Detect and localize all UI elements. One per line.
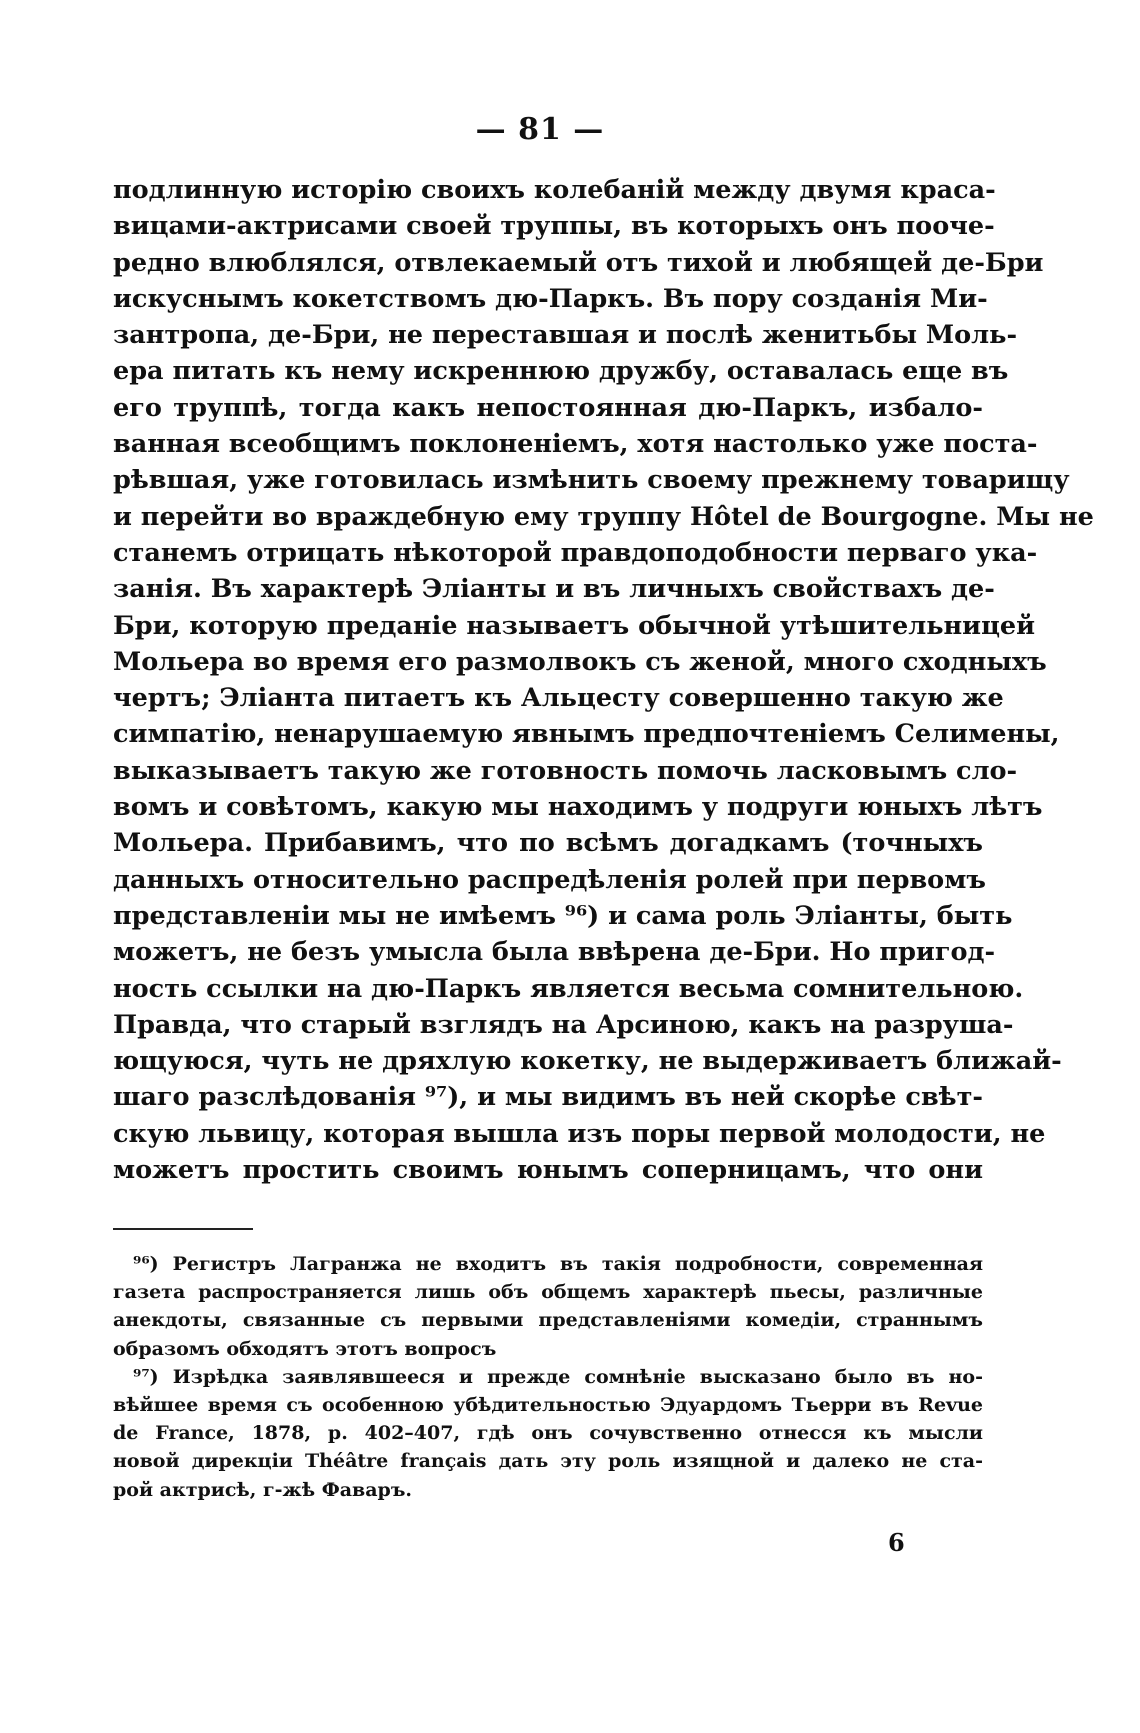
footnote-line: анекдоты, связанные съ первыми представленіями комедіи, страннымъ xyxy=(113,1309,983,1332)
text-line: его труппѣ, тогда какъ непостоянная дю-Паркъ, избало- xyxy=(113,392,983,423)
footnotes xyxy=(113,1250,983,1504)
footnote-97 xyxy=(113,1363,983,1504)
text-line: шаго разслѣдованія ⁹⁷), и мы видимъ въ ней скорѣе свѣт- xyxy=(113,1082,983,1113)
text-line: Бри, которую преданіе называетъ обычной утѣшительницей xyxy=(113,610,1036,641)
text-line: станемъ отрицать нѣкоторой правдоподобности перваго ука- xyxy=(113,537,1038,568)
footnote-line: ⁹⁷) Изрѣдка заявлявшееся и прежде сомнѣніе высказано было въ но- xyxy=(133,1365,983,1388)
text-line: Мольера. Прибавимъ, что по всѣмъ догадкамъ (точныхъ xyxy=(113,828,983,859)
footnote-line: вѣйшее время съ особенною убѣдительностью Эдуардомъ Тьерри въ Revue xyxy=(113,1393,983,1416)
footnote-line: газета распространяется лишь объ общемъ характерѣ пьесы, различные xyxy=(113,1281,983,1304)
text-line: занія. Въ характерѣ Эліанты и въ личныхъ свойствахъ де- xyxy=(113,574,995,605)
footnote-line: образомъ обходятъ этотъ вопросъ xyxy=(113,1337,497,1360)
text-line: симпатію, ненарушаемую явнымъ предпочтеніемъ Селимены, xyxy=(113,719,1060,750)
text-line: Мольера во время его размолвокъ съ женой, много сходныхъ xyxy=(113,646,1047,677)
text-line: данныхъ относительно распредѣленія ролей при первомъ xyxy=(113,864,986,895)
text-line: можетъ, не безъ умысла была ввѣрена де-Бри. Но пригод- xyxy=(113,937,996,968)
text-line: представленіи мы не имѣемъ ⁹⁶) и сама роль Эліанты, быть xyxy=(113,900,1013,931)
text-line: и перейти во враждебную ему труппу Hôtel de Bourgogne. Мы не xyxy=(113,501,1094,532)
footnote-divider xyxy=(113,1228,253,1230)
footnote-line: de France, 1878, p. 402–407, гдѣ онъ сочувственно отнесся къ мысли xyxy=(113,1422,983,1445)
text-line: ющуюся, чуть не дряхлую кокетку, не выдерживаетъ ближай- xyxy=(113,1046,1062,1077)
text-line: чертъ; Эліанта питаетъ къ Альцесту совершенно такую же xyxy=(113,683,1004,714)
text-line: искуснымъ кокетствомъ дю-Паркъ. Въ пору созданія Ми- xyxy=(113,283,988,314)
text-line: ванная всеобщимъ поклоненіемъ, хотя настолько уже поста- xyxy=(113,429,1038,460)
text-line: зантропа, де-Бри, не переставшая и послѣ женитьбы Моль- xyxy=(113,320,1018,351)
text-line: вомъ и совѣтомъ, какую мы находимъ у подруги юныхъ лѣтъ xyxy=(113,792,1043,823)
footnote-line: ⁹⁶) Регистръ Лагранжа не входитъ въ такія подробности, современная xyxy=(133,1253,983,1275)
footnote-line: рой актрисѣ, г-жѣ Фаваръ. xyxy=(113,1478,413,1501)
text-line: ера питать къ нему искреннюю дружбу, оставалась еще въ xyxy=(113,356,1009,387)
text-line: вицами-актрисами своей труппы, въ которыхъ онъ пооче- xyxy=(113,211,995,242)
text-line: выказываетъ такую же готовность помочь ласковымъ сло- xyxy=(113,755,1018,786)
main-text xyxy=(113,172,1094,1188)
footnote-96 xyxy=(113,1250,983,1363)
text-line: рѣвшая, уже готовилась измѣнить своему прежнему товарищу xyxy=(113,465,1070,496)
text-line: Правда, что старый взглядъ на Арсиною, какъ на разруша- xyxy=(113,1009,1014,1040)
page-number: — 81 — xyxy=(475,112,605,147)
text-line: подлинную исторію своихъ колебаній между двумя краса- xyxy=(113,175,996,205)
text-line: ность ссылки на дю-Паркъ является весьма сомнительною. xyxy=(113,973,1024,1004)
text-line: скую львицу, которая вышла изъ поры первой молодости, не xyxy=(113,1118,1046,1149)
text-line: можетъ простить своимъ юнымъ соперницамъ, что они xyxy=(113,1155,983,1186)
footnote-line: новой дирекціи Théâtre français дать эту роль изящной и далеко не ста- xyxy=(113,1450,983,1473)
signature-mark: 6 xyxy=(888,1528,905,1557)
text-line: редно влюблялся, отвлекаемый отъ тихой и любящей де-Бри xyxy=(113,247,1044,278)
